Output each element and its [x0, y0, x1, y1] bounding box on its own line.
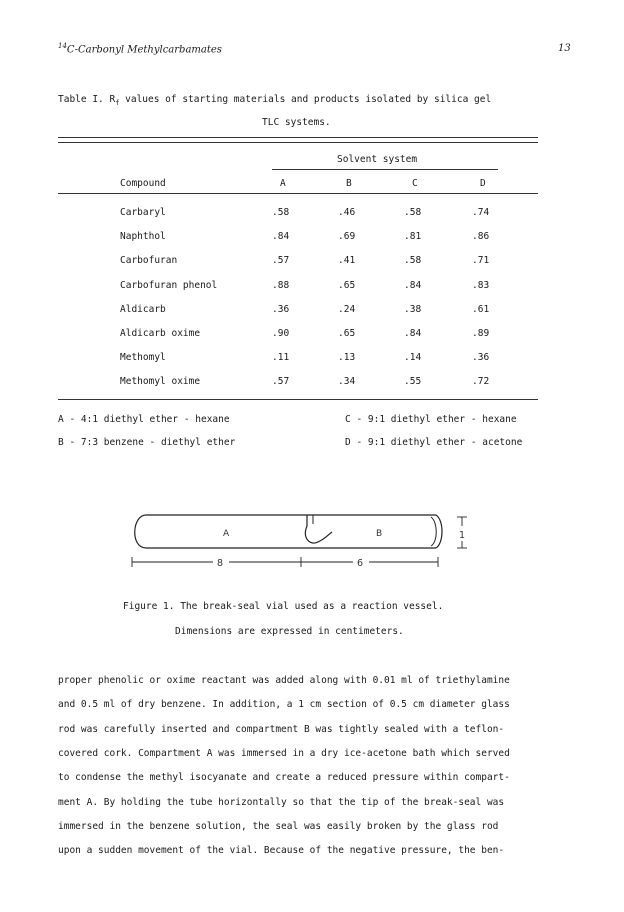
- break-seal: [305, 515, 332, 543]
- solvent-header-rule: [272, 169, 498, 170]
- table-cell-rf: .74: [472, 207, 490, 218]
- table-top-rule-1: [58, 137, 538, 138]
- header-superscript: 14: [58, 42, 67, 50]
- table-row-compound: Carbaryl: [120, 207, 166, 218]
- running-header: [58, 42, 222, 55]
- table-cell-rf: .84: [272, 231, 290, 242]
- header-title: C-Carbonyl Methylcarbamates: [66, 44, 222, 56]
- table-row-compound: Aldicarb: [120, 304, 166, 315]
- footnote-c: C - 9:1 diethyl ether - hexane: [345, 414, 517, 425]
- table-cell-rf: .57: [272, 255, 290, 266]
- body-text-line: covered cork. Compartment A was immersed in a dry ice-acetone bath which served: [58, 748, 510, 759]
- table-cell-rf: .88: [272, 280, 290, 291]
- vial-end-b: [436, 515, 442, 548]
- figure-caption: Figure 1. The break-seal vial used as a reaction vessel.: [123, 601, 444, 612]
- table-cell-rf: .61: [472, 304, 490, 315]
- body-text-line: rod was carefully inserted and compartment B was tightly sealed with a teflon-: [58, 724, 505, 735]
- body-text-line: and 0.5 ml of dry benzene. In addition, a 1 cm section of 0.5 cm diameter glass: [58, 699, 510, 710]
- table-cell-rf: .84: [404, 328, 422, 339]
- body-text-line: proper phenolic or oxime reactant was added along with 0.01 ml of triethylamine: [58, 675, 510, 686]
- compartment-a-label: A: [223, 529, 230, 539]
- table-top-rule-2: [58, 142, 538, 143]
- vial-cork: [431, 517, 436, 546]
- table-cell-rf: .86: [472, 231, 490, 242]
- compound-column-header: Compound: [120, 178, 166, 189]
- table-bottom-rule: [58, 399, 538, 400]
- table-cell-rf: .69: [338, 231, 356, 242]
- table-caption-line2: TLC systems.: [262, 117, 331, 128]
- footnote-a: A - 4:1 diethyl ether - hexane: [58, 414, 230, 425]
- table-cell-rf: .72: [472, 376, 490, 387]
- table-cell-rf: .24: [338, 304, 356, 315]
- solvent-column-header-a: A: [280, 178, 286, 189]
- break-seal-vial-diagram: [118, 512, 478, 578]
- table-cell-rf: .14: [404, 352, 422, 363]
- caption-rest: values of starting materials and products isolated by silica gel: [119, 94, 492, 105]
- table-cell-rf: .81: [404, 231, 422, 242]
- table-cell-rf: .58: [272, 207, 290, 218]
- table-cell-rf: .41: [338, 255, 356, 266]
- table-row-compound: Methomyl: [120, 352, 166, 363]
- table-cell-rf: .89: [472, 328, 490, 339]
- caption-subscript: f: [115, 98, 120, 107]
- table-cell-rf: .36: [272, 304, 290, 315]
- dim-1-label: 1: [459, 530, 466, 541]
- table-caption: [58, 94, 491, 107]
- page-number: 13: [558, 43, 571, 54]
- caption-prefix: Table I. R: [58, 94, 116, 105]
- solvent-column-header-c: C: [412, 178, 418, 189]
- table-cell-rf: .55: [404, 376, 422, 387]
- table-cell-rf: .13: [338, 352, 356, 363]
- footnote-d: D - 9:1 diethyl ether - acetone: [345, 437, 523, 448]
- compartment-b-label: B: [376, 529, 383, 539]
- table-cell-rf: .65: [338, 328, 356, 339]
- solvent-column-header-d: D: [480, 178, 486, 189]
- table-row-compound: Carbofuran: [120, 255, 178, 266]
- body-text-line: upon a sudden movement of the vial. Because of the negative pressure, the ben-: [58, 845, 505, 856]
- table-cell-rf: .58: [404, 207, 422, 218]
- table-cell-rf: .11: [272, 352, 290, 363]
- table-row-compound: Aldicarb oxime: [120, 328, 201, 339]
- dim-8-label: 8: [217, 558, 224, 569]
- vial-tube-walls: [146, 515, 436, 548]
- table-cell-rf: .38: [404, 304, 422, 315]
- table-cell-rf: .36: [472, 352, 490, 363]
- vial-end-a: [135, 515, 146, 548]
- table-row-compound: Methomyl oxime: [120, 376, 201, 387]
- table-header-rule: [58, 193, 538, 194]
- table-cell-rf: .65: [338, 280, 356, 291]
- table-cell-rf: .83: [472, 280, 490, 291]
- table-cell-rf: .58: [404, 255, 422, 266]
- footnote-b: B - 7:3 benzene - diethyl ether: [58, 437, 236, 448]
- solvent-system-header: Solvent system: [337, 154, 418, 165]
- table-row-compound: Naphthol: [120, 231, 166, 242]
- table-cell-rf: .84: [404, 280, 422, 291]
- table-cell-rf: .57: [272, 376, 290, 387]
- dim-6-label: 6: [357, 558, 364, 569]
- body-text-line: ment A. By holding the tube horizontally so that the tip of the break-seal was: [58, 797, 505, 808]
- table-cell-rf: .34: [338, 376, 356, 387]
- table-row-compound: Carbofuran phenol: [120, 280, 218, 291]
- table-cell-rf: .71: [472, 255, 490, 266]
- solvent-column-header-b: B: [346, 178, 352, 189]
- body-text-line: to condense the methyl isocyanate and create a reduced pressure within compart-: [58, 772, 510, 783]
- table-cell-rf: .90: [272, 328, 290, 339]
- table-cell-rf: .46: [338, 207, 356, 218]
- figure-caption-line2: Dimensions are expressed in centimeters.: [175, 626, 404, 637]
- body-text-line: immersed in the benzene solution, the seal was easily broken by the glass rod: [58, 821, 499, 832]
